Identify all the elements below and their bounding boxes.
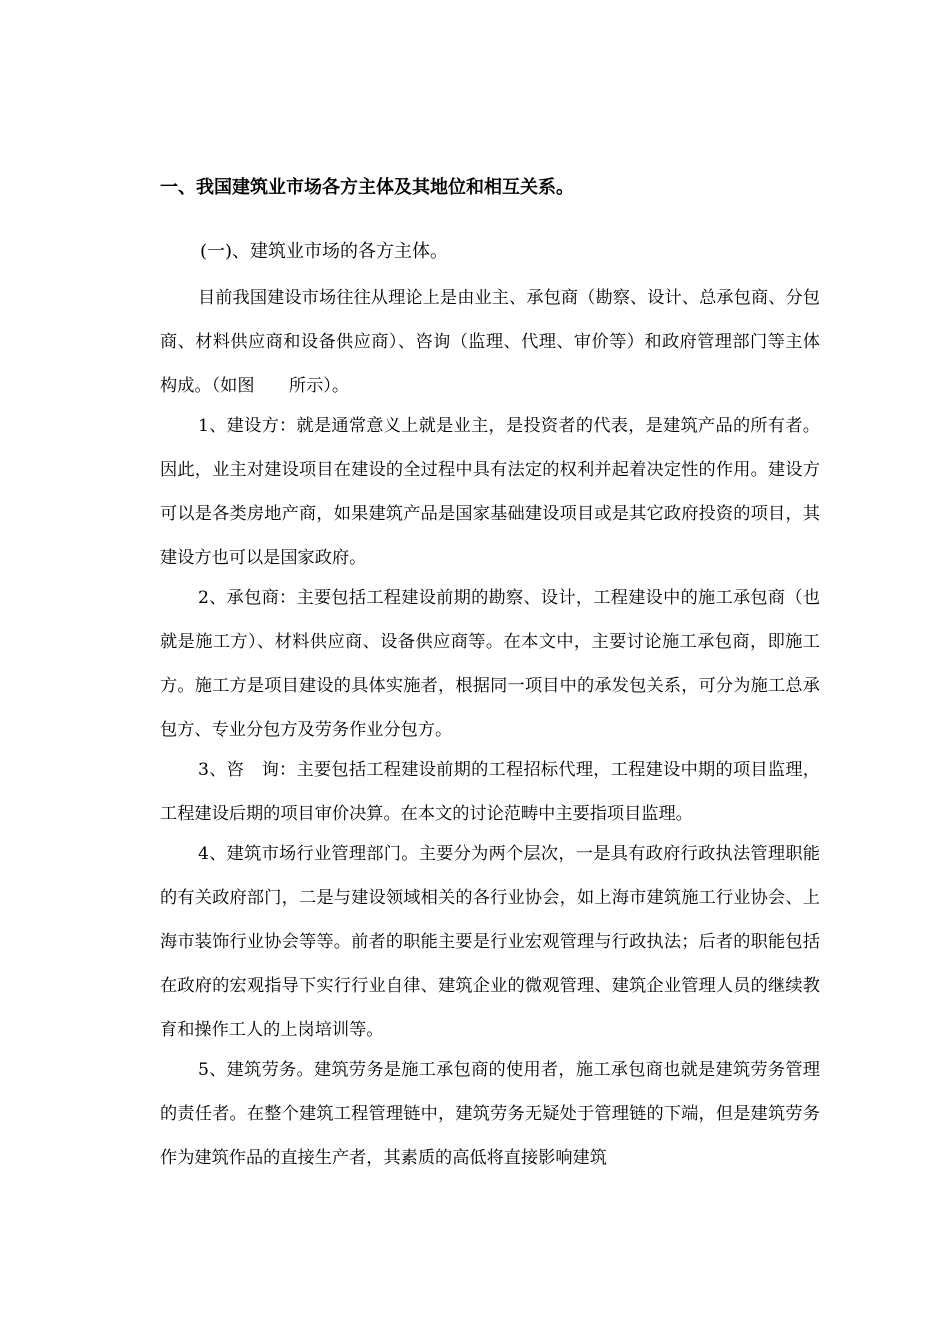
- paragraph-consulting: 3、咨 询：主要包括工程建设前期的工程招标代理，工程建设中期的项目监理，工程建设后期的项目审价决算。在本文的讨论范畴中主要指项目监理。: [160, 760, 820, 824]
- subsection-heading: (一)、建筑业市场的各方主体。: [200, 241, 449, 262]
- paragraph-construction-party: 1、建设方：就是通常意义上就是业主，是投资者的代表，是建筑产品的所有者。因此，业主对建设项目在建设的全过程中具有法定的权利并起着决定性的作用。建设方可以是各类房地产商，如果建筑产品是国家基础建设项目或是其它政府投资的项目，其建设方也可以是国家政府。: [160, 416, 820, 568]
- document-page: [160, 172, 820, 1176]
- paragraph-construction-labor: 5、建筑劳务。建筑劳务是施工承包商的使用者，施工承包商也就是建筑劳务管理的责任者。在整个建筑工程管理链中，建筑劳务无疑处于管理链的下端，但是建筑劳务作为建筑作品的直接生产者，其素质的高低将直接影响建筑: [160, 1060, 820, 1168]
- paragraph-industry-management: 4、建筑市场行业管理部门。主要分为两个层次，一是具有政府行政执法管理职能的有关政府部门，二是与建设领域相关的各行业协会，如上海市建筑施工行业协会、上海市装饰行业协会等等。前者的职能主要是行业宏观管理与行政执法；后者的职能包括在政府的宏观指导下实行行业自律、建筑企业的微观管理、建筑企业管理人员的继续教育和操作工人的上岗培训等。: [160, 844, 820, 1040]
- paragraph-contractor: 2、承包商：主要包括工程建设前期的勘察、设计，工程建设中的施工承包商（也就是施工方）、材料供应商、设备供应商等。在本文中，主要讨论施工承包商，即施工方。施工方是项目建设的具体实施者，根据同一项目中的承发包关系，可分为施工总承包方、专业分包方及劳务作业分包方。: [160, 588, 820, 740]
- paragraph-intro: 目前我国建设市场往往从理论上是由业主、承包商（勘察、设计、总承包商、分包商、材料供应商和设备供应商）、咨询（监理、代理、审价等）和政府管理部门等主体构成。（如图 所示）。: [160, 288, 820, 396]
- section-heading: 一、我国建筑业市场各方主体及其地位和相互关系。: [160, 177, 574, 198]
